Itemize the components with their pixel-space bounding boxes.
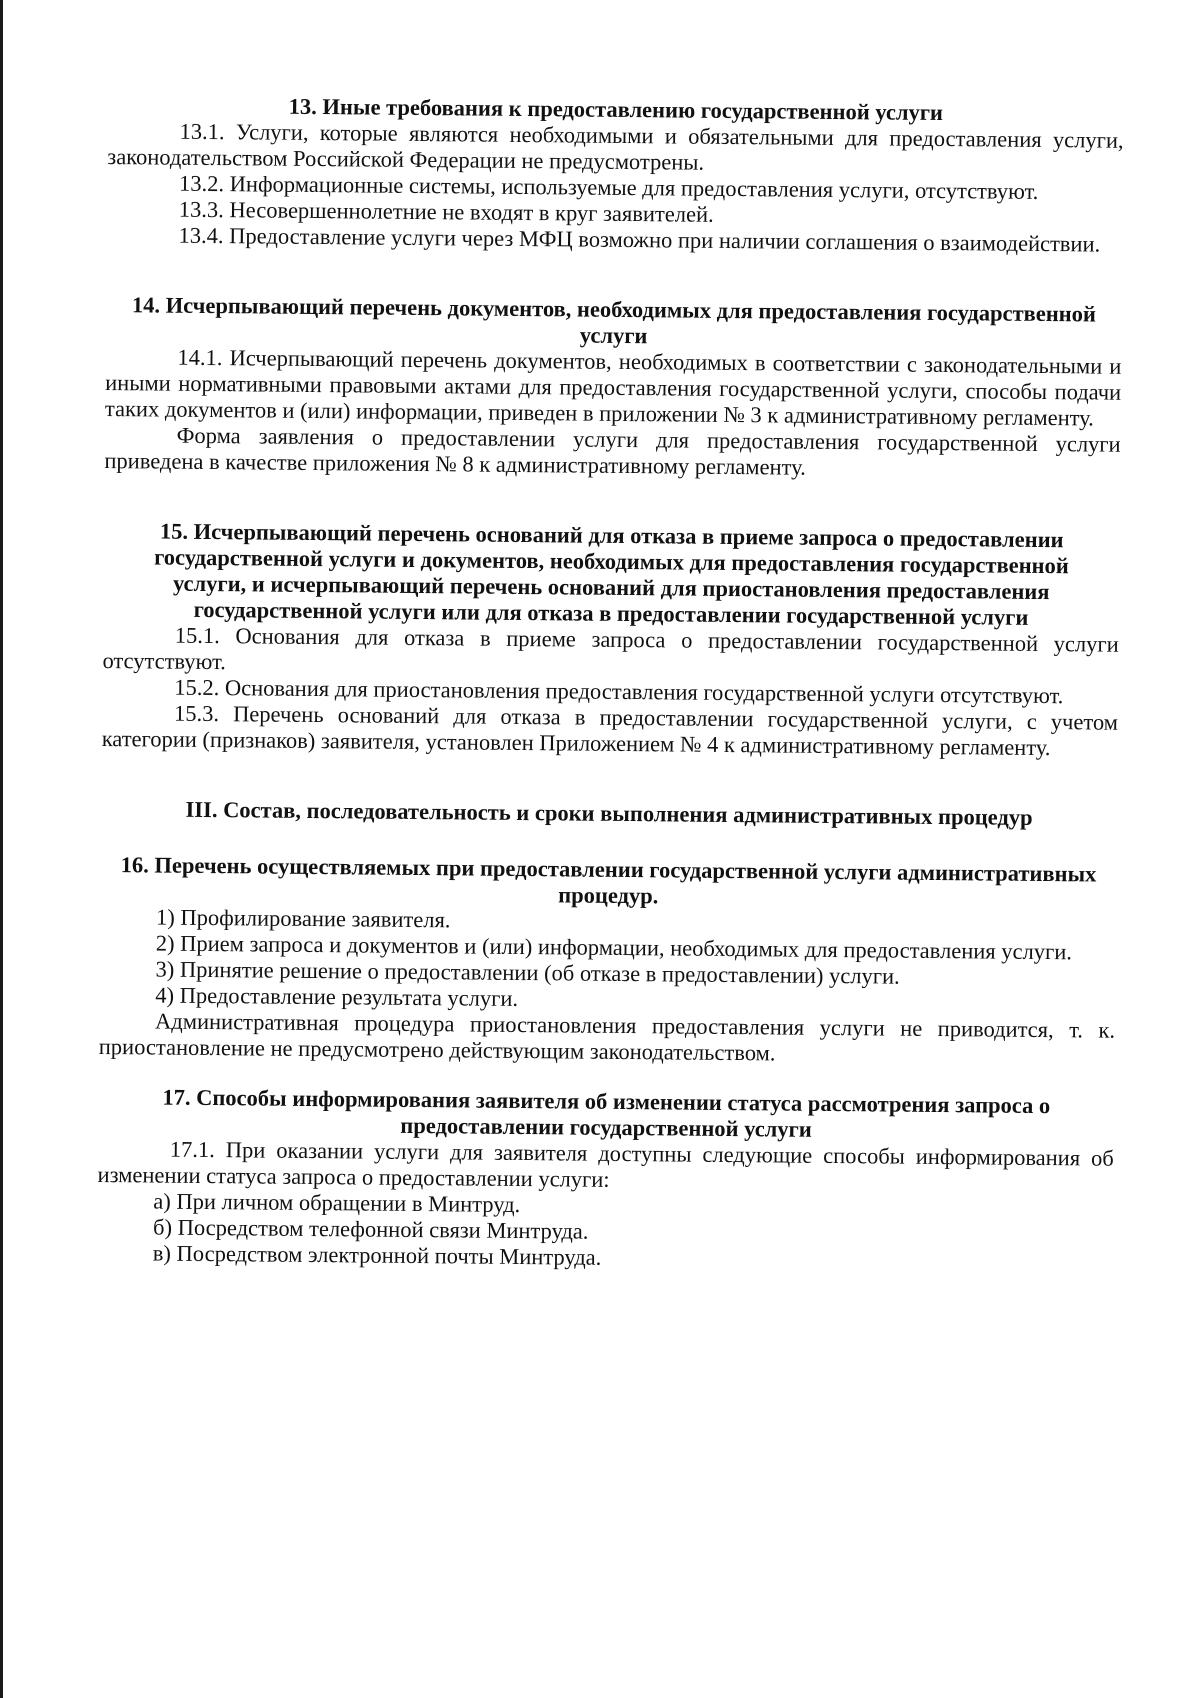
section-13 [107,92,1124,258]
section-16-heading: 16. Перечень осуществляемых при предоставлении государственной услуги административных процедур. [120,852,1097,909]
paragraph-13-4: 13.4. Предоставление услуги через МФЦ возможно при наличии соглашения о взаимодействии. [178,222,1101,257]
scan-border [0,0,3,1698]
paragraph-15-1: 15.1. Основания для отказа в приеме запроса о предоставлении государственной услуги отсутствуют. [102,622,1119,675]
list-item-16-1: 1) Профилирование заявителя. [155,904,451,933]
section-15 [102,518,1120,762]
list-item-16-3: 3) Принятие решение о предоставлении (об отказе в предоставлении) услуги. [155,956,900,989]
section-17-heading: 17. Способы информирования заявителя об изменении статуса рассмотрения запроса о предоставлении государственной услуги [162,1084,1051,1142]
section-14-heading: 14. Исчерпывающий перечень документов, необходимых для предоставления государственной услуги [131,292,1097,349]
list-item-17-b: б) Посредством телефонной связи Минтруда. [152,1214,589,1244]
list-item-17-c: в) Посредством электронной почты Минтруда. [152,1240,602,1270]
section-15-heading: 15. Исчерпывающий перечень оснований для отказа в приеме запроса о предоставлении государственной услуги и документов, необходимых для предоставления государственной услуги, и исчерпывающий перечень оснований для приостановления предоставления государственной услуги или для отказа в предоставлении государственной услуги [154,518,1069,630]
paragraph-14-form: Форма заявления о предоставлении услуги для предоставления государственной услуги приведена в качестве приложения № 8 к административному регламенту. [104,422,1121,480]
section-16 [99,852,1117,1070]
paragraph-13-3: 13.3. Несовершеннолетние не входят в круг заявителей. [178,196,714,227]
section-17 [97,1084,1115,1276]
section-13-heading: 13. Иные требования к предоставлению государственной услуги [288,93,944,126]
list-item-16-2: 2) Прием запроса и документов и (или) информации, необходимых для предоставления услуги. [155,930,1073,965]
chapter-3-heading: III. Состав, последовательность и сроки выполнения административных процедур [185,796,1033,830]
list-item-17-a: а) При личном обращении в Минтруд. [153,1188,521,1218]
paragraph-15-2: 15.2. Основания для приостановления предоставления государственной услуги отсутствуют. [174,674,1064,709]
paragraph-13-2: 13.2. Информационные системы, используемые для предоставления услуги, отсутствуют. [179,170,1039,204]
paragraph-15-3: 15.3. Перечень оснований для отказа в предоставлении государственной услуги, с учетом категории (признаков) заявителя, установлен Приложением № 4 к административному регламенту. [101,700,1119,761]
paragraph-16-note: Административная процедура приостановления предоставления услуги не приводится, т. к. приостановление не предусмотрено действующим законодательством. [98,1008,1116,1066]
section-14 [104,292,1122,484]
paragraph-13-1: 13.1. Услуги, которые являются необходимыми и обязательными для предоставления услуги, законодательством Российской Федерации не предусмотрены. [107,118,1124,175]
paragraph-17-1: 17.1. При оказании услуги для заявителя доступны следующие способы информирования об изменении статуса запроса о предоставлении услуги: [97,1136,1114,1192]
document-page [97,92,1124,1276]
list-item-16-4: 4) Предоставление результата услуги. [155,982,519,1011]
paragraph-14-1: 14.1. Исчерпывающий перечень документов, необходимых в соответствии с законодательными и иными нормативными правовыми актами для предоставления государственной услуги, способы подачи таких документов и (или) информации, приведен в приложении № 3 к административному регламенту. [104,344,1122,431]
chapter-3 [101,796,1117,832]
